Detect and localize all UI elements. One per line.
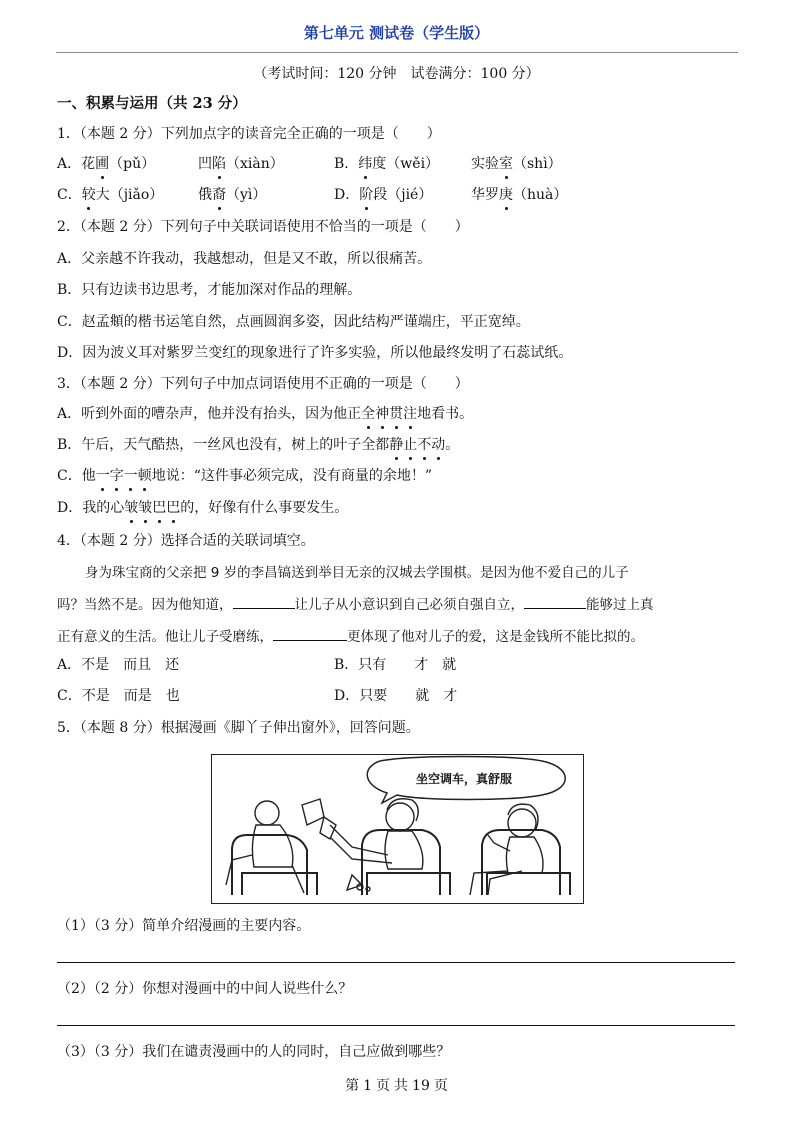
q3-option-a: A．听到外面的嘈杂声，他并没有抬头，因为他正全神贯注地看书。	[57, 406, 474, 422]
q2-option-b: B．只有边读书边思考，才能加深对作品的理解。	[57, 282, 362, 298]
q2-option-d: D．因为波义耳对紫罗兰变红的现象进行了许多实验，所以他最终发明了石蕊试纸。	[57, 345, 573, 361]
dotted-char: 一	[123, 468, 138, 484]
q5-stem: 5．（本题 8 分）根据漫画《脚丫子伸出窗外》，回答问题。	[57, 720, 420, 736]
section-heading: 一、积累与运用（共 23 分）	[57, 95, 247, 112]
dotted-char: 神	[375, 406, 390, 422]
q1-option-a: A．花圃（pǔ）	[57, 156, 156, 172]
dotted-phrase	[361, 406, 417, 422]
dotted-char: 皱	[124, 500, 139, 516]
page-number: 1	[363, 1078, 373, 1094]
dotted-phrase	[124, 500, 180, 516]
q4-option-b: B．只有 才 就	[334, 657, 457, 673]
dotted-char: 注	[403, 406, 418, 422]
option-label: A．	[57, 156, 82, 172]
q1-option-d: D．阶段（jié）	[334, 187, 433, 203]
dotted-char: 纬	[358, 156, 373, 172]
dotted-phrase	[96, 468, 152, 484]
dotted-char: 圃	[95, 156, 110, 172]
comic-caption: 坐空调车，真舒服	[415, 772, 513, 786]
dotted-char: 不	[417, 437, 432, 453]
document-title: 第七单元 测试卷（学生版）	[303, 24, 490, 42]
q5-subquestion-1: （1）（3 分）简单介绍漫画的主要内容。	[57, 918, 311, 934]
dotted-char: 一	[95, 468, 110, 484]
header-divider	[56, 52, 738, 53]
dotted-char: 裔	[212, 187, 226, 203]
q4-option-a: A．不是 而且 还	[57, 657, 180, 673]
q3-option-c: C．他一字一顿地说：“这件事必须完成，没有商量的余地！”	[57, 468, 433, 484]
q4-passage-line-3: 正有意义的生活。他让儿子受磨练， 更体现了他对儿子的爱，这是金钱所不能比拟的。	[57, 626, 742, 647]
dotted-char: 较	[81, 187, 96, 203]
q2-option-a: A．父亲越不许我动，我越想动，但是又不敢，所以很痛苦。	[57, 251, 432, 267]
dotted-char: 止	[403, 437, 418, 453]
q2-option-c: C．赵孟頫的楷书运笔自然，点画圆润多姿，因此结构严谨端庄，平正宽绰。	[57, 314, 530, 330]
q5-subquestion-2: （2）（2 分）你想对漫画中的中间人说些什么？	[57, 981, 353, 997]
answer-line-1[interactable]	[57, 962, 735, 963]
dotted-char: 全	[361, 406, 376, 422]
q5-subquestion-3: （3）（3 分）我们在谴责漫画中的人的同时，自己应做到哪些？	[57, 1044, 451, 1060]
dotted-char: 巴	[166, 500, 181, 516]
dotted-char: 静	[389, 437, 404, 453]
q3-option-d: D．我的心皱皱巴巴的，好像有什么事要发生。	[57, 500, 349, 516]
q4-option-c: C．不是 而是 也	[57, 688, 180, 704]
comic-illustration	[211, 754, 584, 904]
dotted-char: 室	[499, 156, 513, 172]
comic-drawing	[212, 755, 583, 903]
dotted-char: 贯	[389, 406, 404, 422]
dotted-char: 动	[431, 437, 446, 453]
q1-option-c: C．较大（jiǎo）	[57, 187, 164, 203]
page-total: 19	[412, 1078, 430, 1094]
page-footer: 第 1 页 共 19 页	[345, 1078, 448, 1094]
q1-option-d-second: 华罗庚（huà）	[471, 187, 568, 203]
dotted-char: 巴	[152, 500, 167, 516]
q2-stem: 2．（本题 2 分）下列句子中关联词语使用不恰当的一项是（ ）	[57, 219, 469, 235]
dotted-char: 字	[109, 468, 124, 484]
exam-info: （考试时间：120 分钟 试卷满分：100 分）	[253, 66, 540, 82]
q3-stem: 3．（本题 2 分）下列句子中加点词语使用不正确的一项是（ ）	[57, 376, 469, 392]
dotted-char: 庚	[499, 187, 513, 203]
q4-passage-line-1: 身为珠宝商的父亲把 9 岁的李昌镐送到举目无亲的汉城去学围棋。是因为他不爱自己的儿子	[85, 565, 629, 581]
q4-option-d: D．只要 就 才	[334, 688, 458, 704]
q3-option-b: B．午后，天气酷热，一丝风也没有，树上的叶子全都静止不动。	[57, 437, 460, 453]
fill-blank-2[interactable]	[524, 594, 586, 609]
q1-option-b: B．纬度（wěi）	[334, 156, 440, 172]
q1-option-a-second: 凹陷（xiàn）	[198, 156, 284, 172]
fill-blank-3[interactable]	[273, 626, 347, 641]
dotted-char: 皱	[138, 500, 153, 516]
answer-line-2[interactable]	[57, 1025, 735, 1026]
q4-passage-line-2: 吗？当然不是。因为他知道， 让儿子从小意识到自己必须自强自立， 能够过上真	[57, 594, 742, 615]
q1-stem: 1．（本题 2 分）下列加点字的读音完全正确的一项是（ ）	[57, 126, 441, 142]
q4-stem: 4．（本题 2 分）选择合适的关联词填空。	[57, 533, 315, 549]
dotted-char: 顿	[137, 468, 152, 484]
dotted-char: 陷	[212, 156, 226, 172]
q1-option-b-second: 实验室（shì）	[471, 156, 562, 172]
q1-option-c-second: 俄裔（yì）	[198, 187, 267, 203]
dotted-phrase	[389, 437, 445, 453]
dotted-char: 阶	[359, 187, 374, 203]
fill-blank-1[interactable]	[233, 594, 295, 609]
